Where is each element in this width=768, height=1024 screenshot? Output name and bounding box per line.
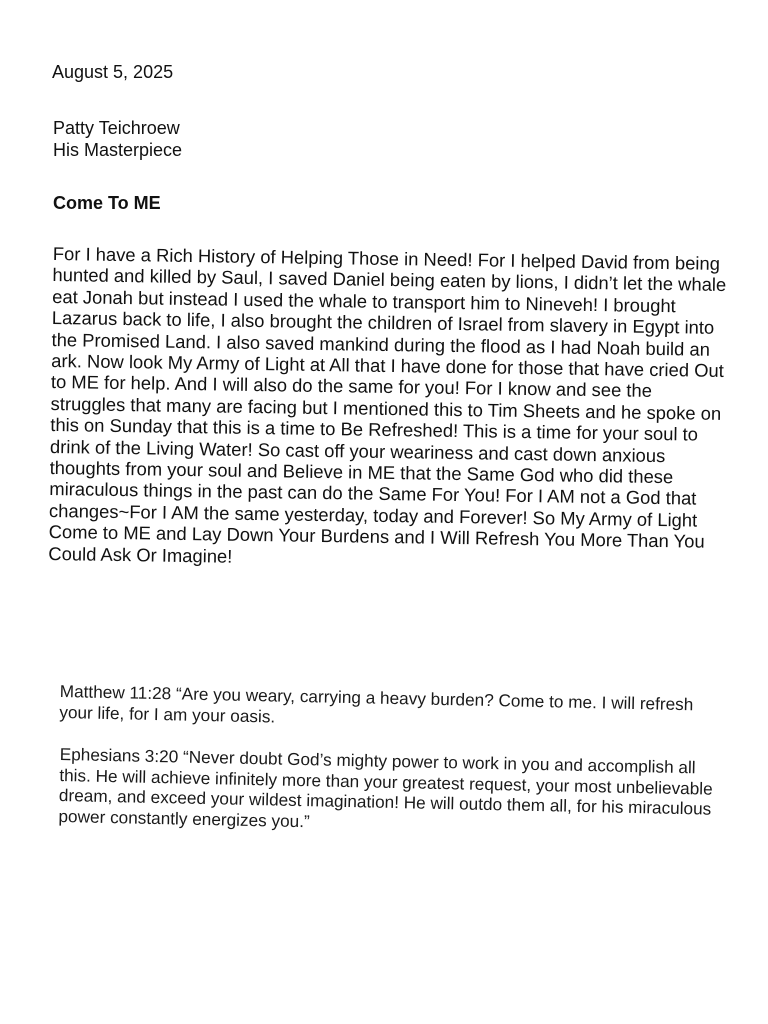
author-name: Patty Teichroew — [53, 118, 180, 138]
document-title: Come To ME — [53, 193, 161, 213]
scripture-matthew: Matthew 11:28 “Are you weary, carrying a heavy burden? Come to me. I will refresh your life, for I am your oasis. — [59, 681, 694, 727]
author-block — [53, 117, 182, 161]
publication-name: His Masterpiece — [53, 140, 183, 160]
body-paragraph: For I have a Rich History of Helping Those in Need! For I helped David from being hunted and killed by Saul, I saved Daniel being eaten by lions, I didn’t let the whale eat Jonah but instead I used the whale to transport him to Nineveh! I brought Lazarus back to life, I also brought the children of Israel from slavery in Egypt into the Promised Land. I also saved mankind during the flood as I had Noah build an ark. Now look My Army of Light at All that I have done for those that have cried Out to ME for help. And I will also do the same for you! For I know and see the struggles that many are facing but I mentioned this to Tim Sheets and he spoke on this on Sunday that this is a time to Be Refreshed! This is a time for your soul to drink of the Living Water! So cast off your weariness and cast down anxious thoughts from your soul and Believe in ME that the Same God who did these miraculous things in the past can do the Same For You! For I AM not a God that changes~For I AM the same yesterday, today and Forever! So My Army of Light Come to ME and Lay Down Your Burdens and I Will Refresh You More Than You Could Ask Or Imagine! — [48, 243, 727, 567]
document-date: August 5, 2025 — [52, 62, 174, 82]
scripture-ephesians: Ephesians 3:20 “Never doubt God’s mighty power to work in you and accomplish all this. He will achieve infinitely more than your greatest request, your most unbelievable dream, and exceed your wildest imagination! He will outdo them all, for his miraculous power constantly energizes you.” — [58, 744, 713, 831]
